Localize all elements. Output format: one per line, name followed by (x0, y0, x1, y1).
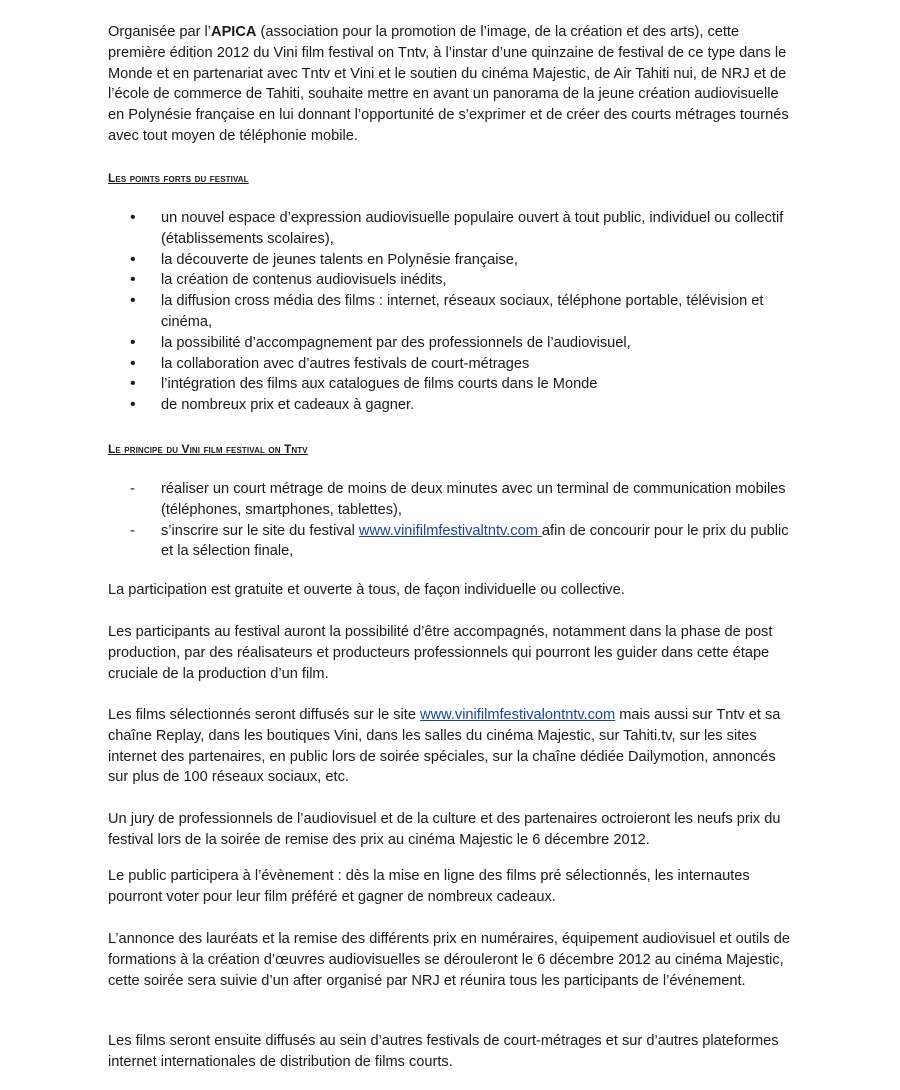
list-item: • de nombreux prix et cadeaux à gagner. (108, 395, 798, 416)
intro-paragraph (108, 22, 798, 147)
paragraph-accompaniment: Les participants au festival auront la possibilité d’être accompagnés, notamment dans la phase de post production, par des réalisateurs et producteurs professionnels qui pourront les guider dans cette étape cruciale de la production d’un film. (108, 624, 773, 682)
dash-icon: - (130, 481, 135, 497)
list-item: • la diffusion cross média des films : internet, réseaux sociaux, téléphone portable, télévision et cinéma, (130, 292, 764, 330)
bullet-icon: • (130, 354, 136, 372)
list-item: • la découverte de jeunes talents en Polynésie française, (108, 250, 798, 271)
list-item: • la création de contenus audiovisuels inédits, (108, 270, 798, 291)
section-heading-highlights: Les points forts du festival (108, 171, 249, 185)
principle-list (108, 479, 798, 562)
intro-text-start: Organisée par l’ (108, 24, 212, 40)
bullet-icon: • (130, 333, 136, 351)
highlights-list (108, 208, 798, 416)
bullet-icon: • (130, 396, 136, 414)
bullet-icon: • (130, 209, 136, 226)
bullet-icon: • (130, 250, 136, 268)
bullet-icon: • (130, 271, 136, 289)
dash-icon: - (130, 522, 135, 539)
paragraph-participation: La participation est gratuite et ouverte à tous, de façon individuelle ou collective. (108, 582, 625, 598)
list-item: • la possibilité d’accompagnement par des professionnels de l’audiovisuel, (108, 333, 798, 354)
paragraph-public-vote: Le public participera à l’évènement : dès la mise en ligne des films pré sélectionnés, les internautes pourront voter pour leur film préféré et gagner de nombreux cadeaux. (108, 868, 750, 905)
list-item: • la collaboration avec d’autres festivals de court-métrages (108, 354, 798, 375)
paragraph-jury: Un jury de professionnels de l’audiovisuel et de la culture et des partenaires octroieront les neufs prix du festival lors de la soirée de remise des prix au cinéma Majestic le 6 décembre 2012. (108, 811, 781, 848)
paragraph-ceremony: L’annonce des lauréats et la remise des différents prix en numéraires, équipement audiovisuel et outils de formations à la création d’œuvres audiovisuelles se dérouleront le 6 décembre 2012 au cinéma Majestic, cette soirée sera suivie d’un after organisé par NRJ et réunira tous les participants de l’événement. (108, 931, 790, 989)
org-name: APICA (211, 24, 257, 40)
list-item: • un nouvel espace d’expression audiovisuelle populaire ouvert à tout public, individuel ou collectif (établissements scolaires), (130, 209, 784, 247)
intro-text-rest: (association pour la promotion de l’image, de la création et des arts), cette première édition 2012 du Vini film festival on Tntv, à l’instar d’une quinzaine de festival de ce type dans le Monde et en partenariat avec Tntv et Vini et le soutien du cinéma Majestic, de Air Tahiti nui, de NRJ et de l’école de commerce de Tahiti, souhaite mettre en avant un panorama de la jeune création audiovisuelle en Polynésie française en lui donnant l’opportunité de s’exprimer et de créer des courts métrages tournés avec tout moyen de téléphonie mobile. (108, 24, 789, 144)
paragraph-distribution: Les films seront ensuite diffusés au sein d’autres festivals de court-métrages et sur d’autres plateformes internet internationales de distribution de films courts. (108, 1033, 779, 1070)
paragraph-broadcast: Les films sélectionnés seront diffusés sur le site www.vinifilmfestivalontntv.com mais aussi sur Tntv et sa chaîne Replay, dans les boutiques Vini, dans les salles du cinéma Majestic, sur Tahiti.tv, sur les sites internet des partenaires, en public lors de soirée spéciales, sur la chaîne dédiée Dailymotion, annoncés sur plus de 100 réseaux sociaux, etc. (108, 707, 781, 786)
list-item: • l’intégration des films aux catalogues de films courts dans le Monde (108, 374, 798, 395)
festival-site-link[interactable]: www.vinifilmfestivalontntv.com (420, 707, 616, 723)
bullet-icon: • (130, 292, 136, 310)
list-item: - s’inscrire sur le site du festival www.vinifilmfestivaltntv.com afin de concourir pour le prix du public et la sélection finale, (130, 522, 789, 560)
section-heading-principle: Le principe du Vini film festival on Tntv (108, 442, 308, 456)
festival-registration-link[interactable]: www.vinifilmfestivaltntv.com (358, 522, 542, 539)
bullet-icon: • (130, 375, 136, 393)
list-item: - réaliser un court métrage de moins de deux minutes avec un terminal de communication mobiles (téléphones, smartphones, tablettes), (130, 481, 786, 518)
